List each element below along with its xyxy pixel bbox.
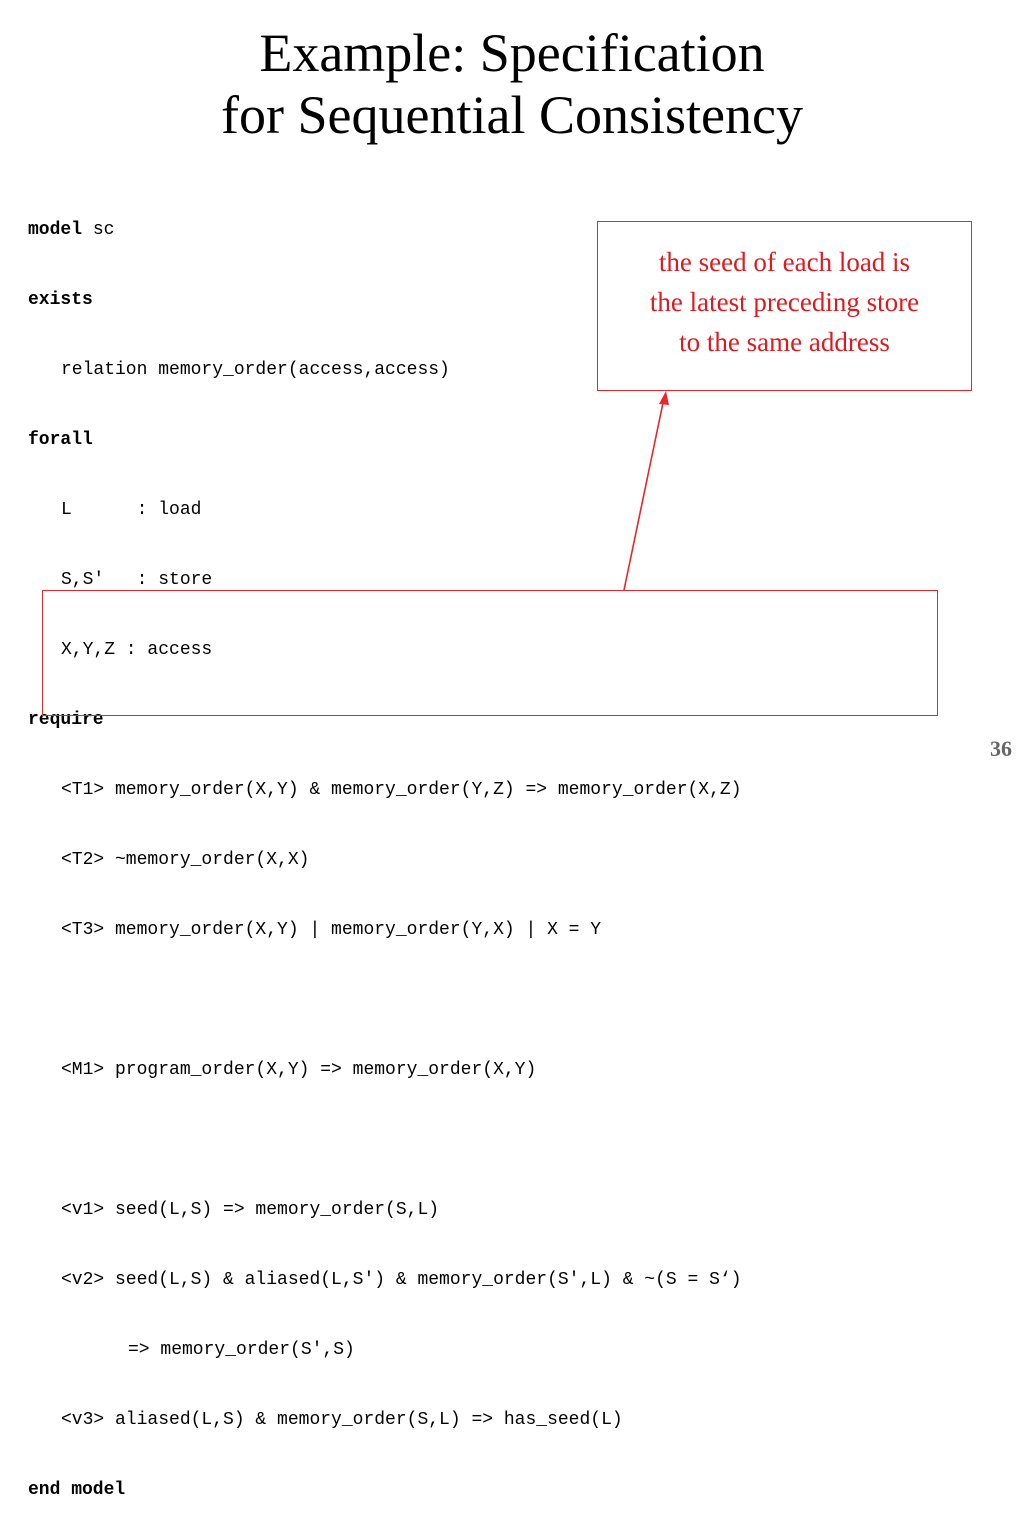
annotation-line-2: the latest preceding store bbox=[649, 287, 920, 317]
rule-v3: <v3> aliased(L,S) & memory_order(S,L) => has_seed(L) bbox=[61, 1410, 623, 1430]
annotation-box bbox=[597, 221, 972, 391]
annotation-text bbox=[650, 242, 919, 362]
require-keyword: require bbox=[28, 710, 104, 730]
page-number: 36 bbox=[990, 736, 1012, 761]
blank-line bbox=[28, 1125, 742, 1155]
arrow-line bbox=[624, 398, 664, 590]
title-line-1: Example: Specification bbox=[259, 23, 765, 83]
exists-keyword: exists bbox=[28, 290, 93, 310]
relation-declaration: relation memory_order(access,access) bbox=[61, 360, 450, 380]
rule-t1: <T1> memory_order(X,Y) & memory_order(Y,Z) => memory_order(X,Z) bbox=[61, 780, 742, 800]
rule-t2: <T2> ~memory_order(X,X) bbox=[61, 850, 310, 870]
var-store-declaration: S,S' : store bbox=[61, 570, 213, 590]
rule-v1: <v1> seed(L,S) => memory_order(S,L) bbox=[61, 1200, 440, 1220]
end-model-keyword: end model bbox=[28, 1480, 126, 1500]
var-access-declaration: X,Y,Z : access bbox=[61, 640, 213, 660]
forall-keyword: forall bbox=[28, 430, 93, 450]
title-line-2: for Sequential Consistency bbox=[221, 85, 803, 145]
blank-line bbox=[28, 985, 742, 1015]
rule-v2: <v2> seed(L,S) & aliased(L,S') & memory_order(S',L) & ~(S = S‘) bbox=[61, 1270, 742, 1290]
arrow-head bbox=[659, 391, 669, 405]
rule-m1: <M1> program_order(X,Y) => memory_order(X,Y) bbox=[61, 1060, 537, 1080]
annotation-line-1: the seed of each load is bbox=[658, 247, 911, 277]
model-name: sc bbox=[82, 220, 115, 240]
model-keyword: model bbox=[28, 220, 83, 240]
var-load-declaration: L : load bbox=[61, 500, 202, 520]
rule-t3: <T3> memory_order(X,Y) | memory_order(Y,X) | X = Y bbox=[61, 920, 602, 940]
rule-v2-continuation: => memory_order(S',S) bbox=[128, 1340, 355, 1360]
annotation-line-3: to the same address bbox=[679, 327, 890, 357]
